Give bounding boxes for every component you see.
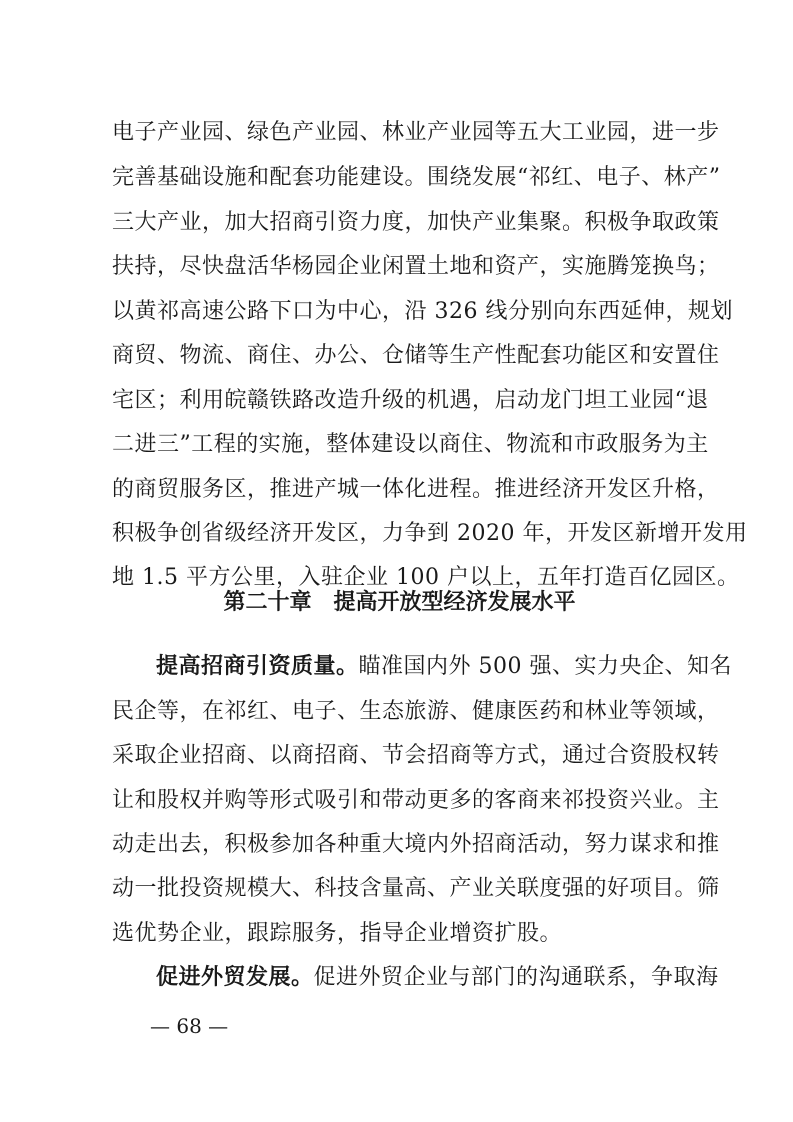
text-line: 三大产业，加大招商引资力度，加快产业集聚。积极争取政策 xyxy=(112,210,720,235)
text-line-lead xyxy=(112,963,719,993)
text-line: 宅区；利用皖赣铁路改造升级的机遇，启动龙门坦工业园“退 xyxy=(112,388,709,413)
text-line-rest: 瞄准国内外 500 强、实力央企、知名 xyxy=(358,654,732,679)
text-line: 完善基础设施和配套功能建设。围绕发展“祁红、电子、林产” xyxy=(112,165,721,190)
paragraph-lead-bold: 促进外贸发展。 xyxy=(156,965,314,990)
page-number: — 68 — xyxy=(150,1014,229,1038)
text-line: 的商贸服务区，推进产城一体化进程。推进经济开发区升格， xyxy=(112,477,720,502)
text-line: 采取企业招商、以商招商、节会招商等方式，通过合资股权转 xyxy=(112,743,720,768)
text-line-rest: 促进外贸企业与部门的沟通联系，争取海 xyxy=(313,965,719,990)
text-line: 商贸、物流、商住、办公、仓储等生产性配套功能区和安置住 xyxy=(112,343,720,368)
text-line-lead xyxy=(112,652,732,682)
text-line: 选优势企业，跟踪服务，指导企业增资扩股。 xyxy=(112,921,563,946)
text-line: 电子产业园、绿色产业园、林业产业园等五大工业园，进一步 xyxy=(112,120,720,145)
text-line: 民企等，在祁红、电子、生态旅游、健康医药和林业等领域， xyxy=(112,699,720,724)
text-line: 动一批投资规模大、科技含量高、产业关联度强的好项目。筛 xyxy=(112,876,720,901)
paragraph-lead-bold: 提高招商引资质量。 xyxy=(156,654,359,679)
text-line: 动走出去，积极参加各种重大境内外招商活动，努力谋求和推 xyxy=(112,832,720,857)
text-line: 扶持，尽快盘活华杨园企业闲置土地和资产，实施腾笼换鸟； xyxy=(112,254,720,279)
text-line: 二进三”工程的实施，整体建设以商住、物流和市政服务为主 xyxy=(112,432,709,457)
text-line: 积极争创省级经济开发区，力争到 2020 年，开发区新增开发用 xyxy=(112,521,748,546)
text-line: 以黄祁高速公路下口为中心，沿 326 线分别向东西延伸，规划 xyxy=(112,299,733,324)
chapter-heading: 第二十章 提高开放型经济发展水平 xyxy=(223,590,576,615)
text-line: 让和股权并购等形式吸引和带动更多的客商来祁投资兴业。主 xyxy=(112,788,720,813)
text-line: 地 1.5 平方公里，入驻企业 100 户以上，五年打造百亿园区。 xyxy=(112,565,740,590)
